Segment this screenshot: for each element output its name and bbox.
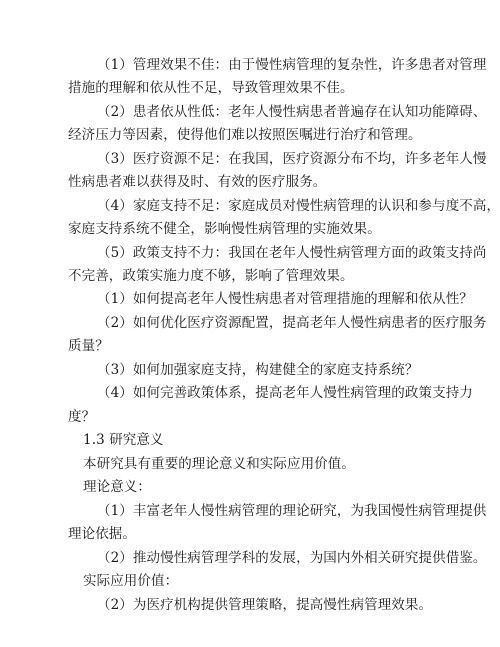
paragraph-4-line-1: （4）家庭支持不足：家庭成员对慢性病管理的认识和参与度不高， [97,198,500,214]
question-4-line-2: 度？ [68,409,96,425]
theory-item-2-line-1: （2）推动慢性病管理学科的发展，为国内外相关研究提供借鉴。 [97,550,487,566]
paragraph-2-line-1: （2）患者依从性低：老年人慢性病患者普遍存在认知功能障碍、 [97,104,487,120]
paragraph-2-line-2: 经济压力等因素，使得他们难以按照医嘱进行治疗和管理。 [68,127,422,143]
paragraph-5-line-2: 不完善，政策实施力度不够，影响了管理效果。 [68,268,354,284]
paragraph-4-line-2: 家庭支持系统不健全，影响慢性病管理的实施效果。 [68,221,381,237]
paragraph-3-line-1: （3）医疗资源不足：在我国，医疗资源分布不均，许多老年人慢 [97,151,487,167]
theory-heading: 理论意义： [83,479,151,495]
practice-heading: 实际应用价值： [83,573,179,589]
question-3-line-1: （3）如何加强家庭支持，构建健全的家庭支持系统？ [97,362,419,378]
theory-item-1-line-2: 理论依据。 [68,526,136,542]
paragraph-3-line-2: 性病患者难以获得及时、有效的医疗服务。 [68,174,327,190]
question-1-line-1: （1）如何提高老年人慢性病患者对管理措施的理解和依从性？ [97,291,473,307]
section-number: 1.3 [83,432,105,448]
question-4-line-1: （4）如何完善政策体系，提高老年人慢性病管理的政策支持力 [97,385,473,401]
paragraph-5-line-1: （5）政策支持不力：我国在老年人慢性病管理方面的政策支持尚 [97,245,487,261]
question-2-line-2: 质量？ [68,338,109,354]
section-intro: 本研究具有重要的理论意义和实际应用价值。 [83,456,355,472]
section-title: 研究意义 [109,432,164,448]
section-heading [83,431,164,449]
question-2-line-1: （2）如何优化医疗资源配置，提高老年人慢性病患者的医疗服务 [97,315,487,331]
paragraph-1-line-2: 措施的理解和依从性不足，导致管理效果不佳。 [68,80,354,96]
paragraph-1-line-1: （1）管理效果不佳：由于慢性病管理的复杂性，许多患者对管理 [97,57,487,73]
practice-item-1-line-1: （2）为医疗机构提供管理策略，提高慢性病管理效果。 [97,597,433,613]
theory-item-1-line-1: （1）丰富老年人慢性病管理的理论研究，为我国慢性病管理提供 [97,503,487,519]
